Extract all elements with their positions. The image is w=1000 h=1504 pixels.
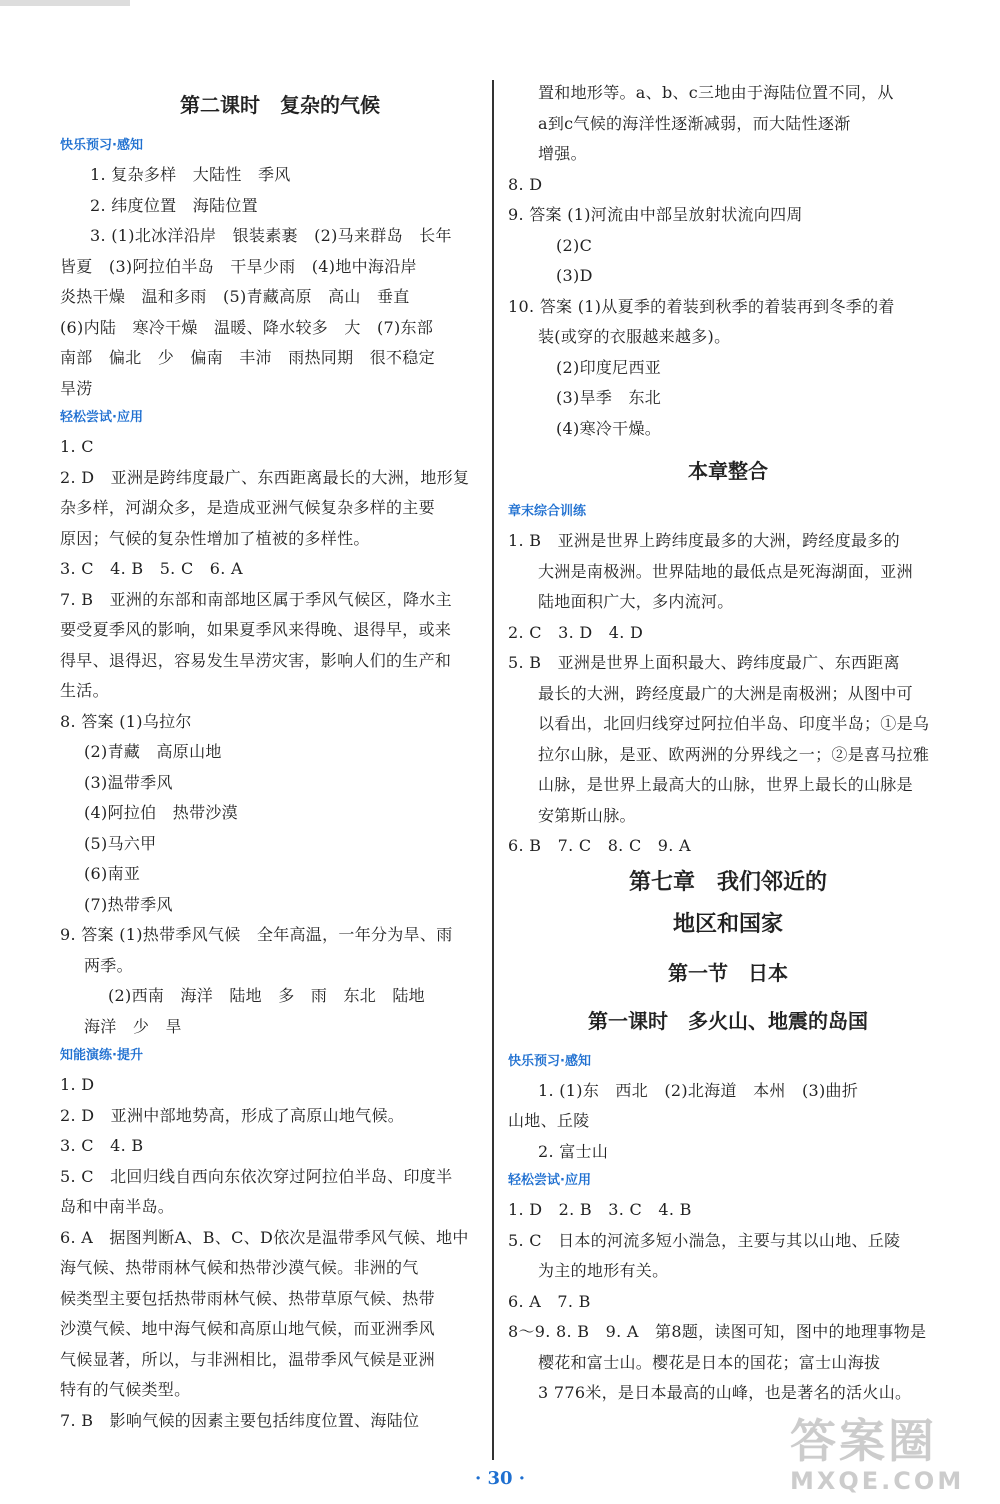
answer-line: 炎热干燥 温和多雨 (5)青藏高原 高山 垂直 [60, 287, 410, 306]
answer-line: 海洋 少 旱 [84, 1016, 182, 1036]
answer-line: a到c气候的海洋性逐渐减弱，而大陆性逐渐 [538, 113, 851, 133]
answer-line: (3)温带季风 [84, 772, 173, 792]
answer-line: 原因；气候的复杂性增加了植被的多样性。 [60, 528, 370, 548]
answer-line: 6. A 据图判断A、B、C、D依次是温带季风气候、地中 [60, 1227, 469, 1247]
answer-line: 2. D 亚洲是跨纬度最广、东西距离最长的大洲，地形复 [60, 467, 470, 487]
answer-line: 置和地形等。a、b、c三地由于海陆位置不同，从 [538, 83, 894, 102]
watermark-url: MXQE.COM [790, 1467, 965, 1495]
heading: 本章整合 [688, 459, 768, 483]
answer-line: 5. C 日本的河流多短小湍急，主要与其以山地、丘陵 [508, 1230, 901, 1250]
answer-line: 安第斯山脉。 [538, 805, 636, 825]
answer-line: 6. A 7. B [508, 1291, 591, 1311]
answer-line: 生活。 [60, 681, 109, 700]
section-label: 快乐预习·感知 [60, 138, 143, 153]
right-column [508, 78, 948, 1409]
answer-line: 海气候、热带雨林气候和热带沙漠气候。非洲的气 [60, 1258, 419, 1277]
answer-line: 2. C 3. D 4. D [508, 622, 644, 642]
answer-line: 1. (1)东 西北 (2)北海道 本州 (3)曲折 [538, 1080, 859, 1100]
section-label: 轻松尝试·应用 [60, 410, 143, 425]
answer-line: 特有的气候类型。 [60, 1380, 191, 1399]
section-label: 轻松尝试·应用 [508, 1173, 591, 1188]
answer-line: 7. B 影响气候的因素主要包括纬度位置、海陆位 [60, 1410, 420, 1430]
section-label: 知能演练·提升 [60, 1048, 143, 1063]
answer-line: 8. 答案 (1)乌拉尔 [60, 711, 192, 731]
answer-line: (7)热带季风 [84, 894, 173, 914]
section-label: 章末综合训练 [508, 504, 587, 519]
answer-line: (2)C [556, 235, 593, 255]
answer-line: 陆地面积广大，多内流河。 [538, 592, 734, 611]
left-column [60, 78, 500, 1436]
page-corner-mark [0, 0, 130, 6]
answer-line: 为主的地形有关。 [538, 1261, 669, 1280]
answer-line: 气候显著，所以，与非洲相比，温带季风气候是亚洲 [60, 1349, 435, 1369]
answer-line: 3. C 4. B 5. C 6. A [60, 559, 243, 578]
answer-line: 8. D [508, 174, 543, 194]
answer-line: 两季。 [84, 955, 133, 975]
answer-line: 得早、退得迟，容易发生旱涝灾害，影响人们的生产和 [60, 650, 452, 670]
answer-line: (2)西南 海洋 陆地 多 雨 东北 陆地 [108, 986, 425, 1005]
answer-line: 大洲是南极洲。世界陆地的最低点是死海湖面，亚洲 [538, 561, 913, 581]
answer-line: 1. D [60, 1075, 95, 1094]
answer-line: 山脉，是世界上最高大的山脉，世界上最长的山脉是 [538, 775, 913, 794]
answer-line: (6)南亚 [84, 864, 141, 883]
heading: 第一节 日本 [668, 960, 788, 985]
watermark-logo [790, 1415, 980, 1500]
answer-line: 山地、丘陵 [508, 1111, 590, 1130]
answer-line: (2)青藏 高原山地 [84, 742, 222, 761]
answer-line: 6. B 7. C 8. C 9. A [508, 836, 691, 855]
heading: 第一课时 多火山、地震的岛国 [588, 1008, 868, 1033]
watermark-text: 答案圈 [790, 1414, 937, 1468]
answer-line: 增强。 [538, 144, 587, 163]
answer-line: 1. 复杂多样 大陆性 季风 [90, 165, 291, 184]
answer-line: 以看出，北回归线穿过阿拉伯半岛、印度半岛；①是乌 [538, 714, 930, 733]
section-label: 快乐预习·感知 [508, 1053, 591, 1069]
answer-line: 装(或穿的衣服越来越多)。 [538, 327, 731, 346]
answer-line: 候类型主要包括热带雨林气候、热带草原气候、热带 [60, 1288, 435, 1308]
answer-line: (3)旱季 东北 [556, 388, 662, 407]
answer-line: 樱花和富士山。樱花是日本的国花；富士山海拔 [538, 1352, 881, 1372]
answer-line: (4)寒冷干燥。 [556, 418, 662, 438]
answer-line: 皆夏 (3)阿拉伯半岛 干旱少雨 (4)地中海沿岸 [60, 256, 417, 276]
answer-line: 2. 纬度位置 海陆位置 [90, 195, 258, 215]
answer-line: 1. D 2. B 3. C 4. B [508, 1200, 692, 1219]
answer-line: 最长的大洲，跨经度最广的大洲是南极洲；从图中可 [538, 683, 913, 703]
answer-line: 9. 答案 (1)热带季风气候 全年高温，一年分为旱、雨 [60, 925, 453, 944]
answer-line: 5. B 亚洲是世界上面积最大、跨纬度最广、东西距离 [508, 653, 900, 672]
page-number: · 30 · [474, 1468, 526, 1489]
answer-line: 1. B 亚洲是世界上跨纬度最多的大洲，跨经度最多的 [508, 531, 900, 550]
answer-line: 10. 答案 (1)从夏季的着装到秋季的着装再到冬季的着 [508, 296, 895, 316]
answer-line: (2)印度尼西亚 [556, 357, 662, 377]
answer-line: 1. C [60, 437, 94, 456]
answer-line: 沙漠气候、地中海气候和高原山地气候，而亚洲季风 [60, 1319, 435, 1338]
answer-line: 8～9. 8. B 9. A 第8题，读图可知，图中的地理事物是 [508, 1322, 927, 1341]
heading: 第二课时 复杂的气候 [180, 93, 380, 117]
answer-line: (3)D [556, 266, 593, 285]
answer-line: 南部 偏北 少 偏南 丰沛 雨热同期 很不稳定 [60, 348, 435, 367]
column-divider [492, 80, 494, 1460]
answer-line: 3. C 4. B [60, 1136, 144, 1155]
heading: 地区和国家 [672, 911, 783, 937]
answer-line: (6)内陆 寒冷干燥 温暖、降水较多 大 (7)东部 [60, 317, 434, 337]
answer-line: 5. C 北回归线自西向东依次穿过阿拉伯半岛、印度半 [60, 1166, 453, 1186]
answer-line: (4)阿拉伯 热带沙漠 [84, 803, 238, 822]
answer-line: 2. D 亚洲中部地势高，形成了高原山地气候。 [60, 1105, 405, 1125]
answer-line: 要受夏季风的影响，如果夏季风来得晚、退得早，或来 [60, 620, 452, 639]
answer-line: 杂多样，河湖众多，是造成亚洲气候复杂多样的主要 [60, 498, 435, 517]
answer-line: 旱涝 [60, 378, 93, 398]
answer-line: 拉尔山脉，是亚、欧两洲的分界线之一；②是喜马拉雅 [538, 744, 930, 764]
answer-line: 2. 富士山 [538, 1141, 609, 1161]
answer-line: 3. (1)北冰洋沿岸 银装素裹 (2)马来群岛 长年 [90, 226, 452, 245]
answer-line: 岛和中南半岛。 [60, 1197, 175, 1216]
answer-line: (5)马六甲 [84, 833, 157, 853]
answer-line: 7. B 亚洲的东部和南部地区属于季风气候区，降水主 [60, 589, 452, 609]
heading: 第七章 我们邻近的 [628, 869, 827, 895]
answer-line: 3 776米，是日本最高的山峰，也是著名的活火山。 [538, 1383, 912, 1402]
answer-line: 9. 答案 (1)河流由中部呈放射状流向四周 [508, 205, 803, 224]
